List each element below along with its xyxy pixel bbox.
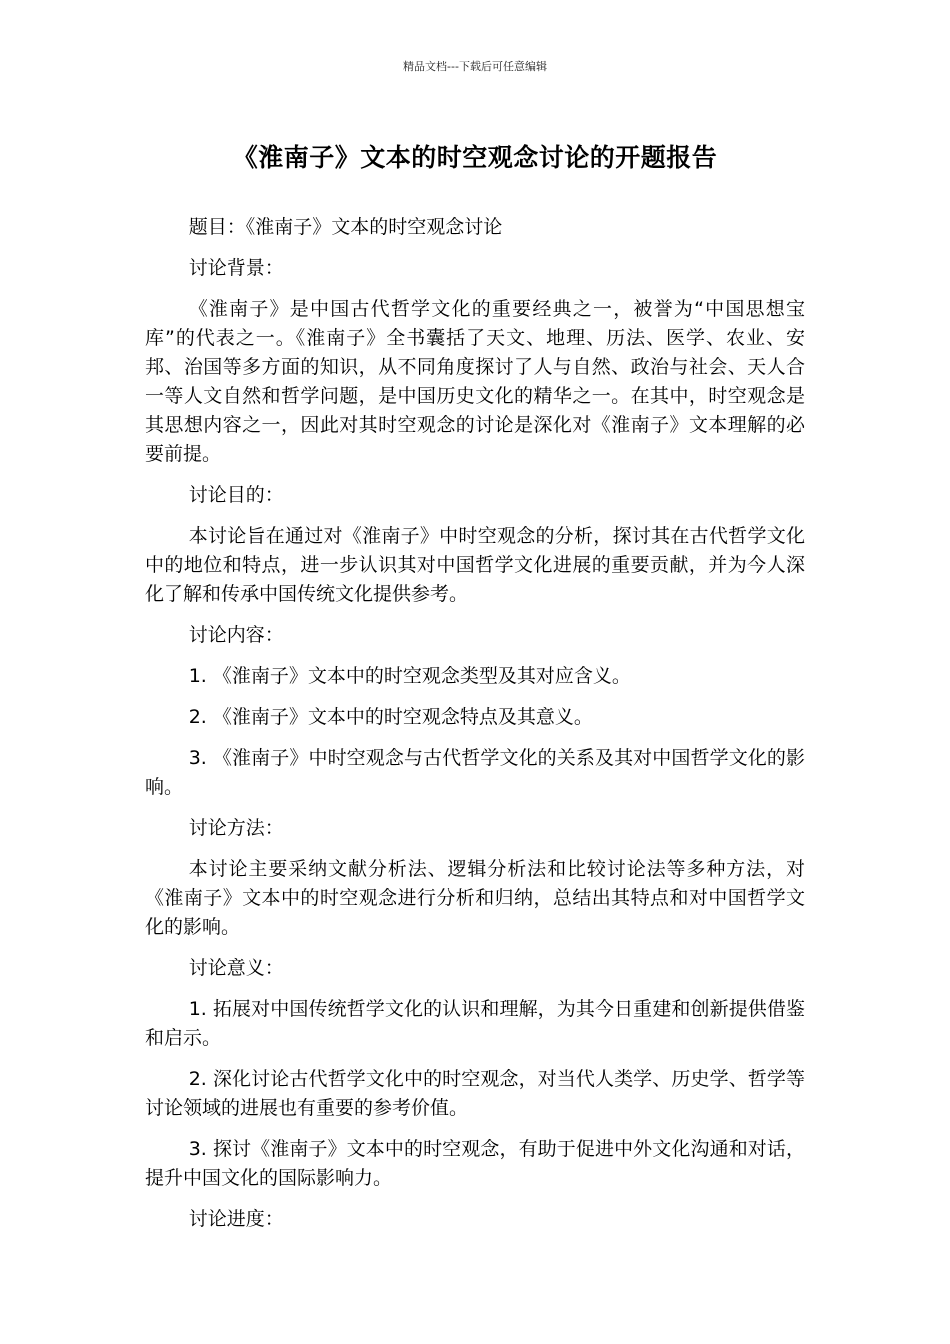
- section-heading-method: 讨论方法：: [188, 817, 284, 839]
- background-paragraph: 《淮南子》是中国古代哲学文化的重要经典之一，被誉为“中国思想宝库”的代表之一。《淮南子》全书囊括了天文、地理、历法、医学、农业、安邦、治国等多方面的知识，从不同角度探讨了人与自然、政治与社会、天人合一等人文自然和哲学问题，是中国历史文化的精华之一。在其中，时空观念是其思想内容之一，因此对其时空观念的讨论是深化对《淮南子》文本理解的必要前提。: [145, 298, 805, 465]
- content-item-3: 3. 《淮南子》中时空观念与古代哲学文化的关系及其对中国哲学文化的影响。: [145, 747, 805, 798]
- significance-item-1: 1. 拓展对中国传统哲学文化的认识和理解，为其今日重建和创新提供借鉴和启示。: [145, 998, 805, 1049]
- topic-line: 题目：《淮南子》文本的时空观念讨论: [188, 216, 503, 238]
- content-item-2: 2. 《淮南子》文本中的时空观念特点及其意义。: [188, 706, 593, 728]
- section-heading-background: 讨论背景：: [188, 257, 284, 279]
- header-note: 精品文档---下载后可任意编辑: [403, 60, 547, 73]
- section-heading-significance: 讨论意义：: [188, 957, 284, 979]
- page-title: 《淮南子》文本的时空观念讨论的开题报告: [232, 143, 718, 172]
- section-heading-progress: 讨论进度：: [188, 1208, 284, 1230]
- method-paragraph: 本讨论主要采纳文献分析法、逻辑分析法和比较讨论法等多种方法，对《淮南子》文本中的时空观念进行分析和归纳，总结出其特点和对中国哲学文化的影响。: [145, 858, 805, 938]
- section-heading-purpose: 讨论目的：: [188, 484, 284, 506]
- significance-item-3: 3. 探讨《淮南子》文本中的时空观念，有助于促进中外文化沟通和对话，提升中国文化的国际影响力。: [145, 1138, 805, 1189]
- significance-item-2: 2. 深化讨论古代哲学文化中的时空观念，对当代人类学、历史学、哲学等讨论领域的进展也有重要的参考价值。: [145, 1068, 805, 1119]
- document-body: [145, 213, 805, 1246]
- section-heading-content: 讨论内容：: [188, 624, 284, 646]
- content-item-1: 1. 《淮南子》文本中的时空观念类型及其对应含义。: [188, 665, 631, 687]
- purpose-paragraph: 本讨论旨在通过对《淮南子》中时空观念的分析，探讨其在古代哲学文化中的地位和特点，进一步认识其对中国哲学文化进展的重要贡献，并为今人深化了解和传承中国传统文化提供参考。: [145, 525, 805, 605]
